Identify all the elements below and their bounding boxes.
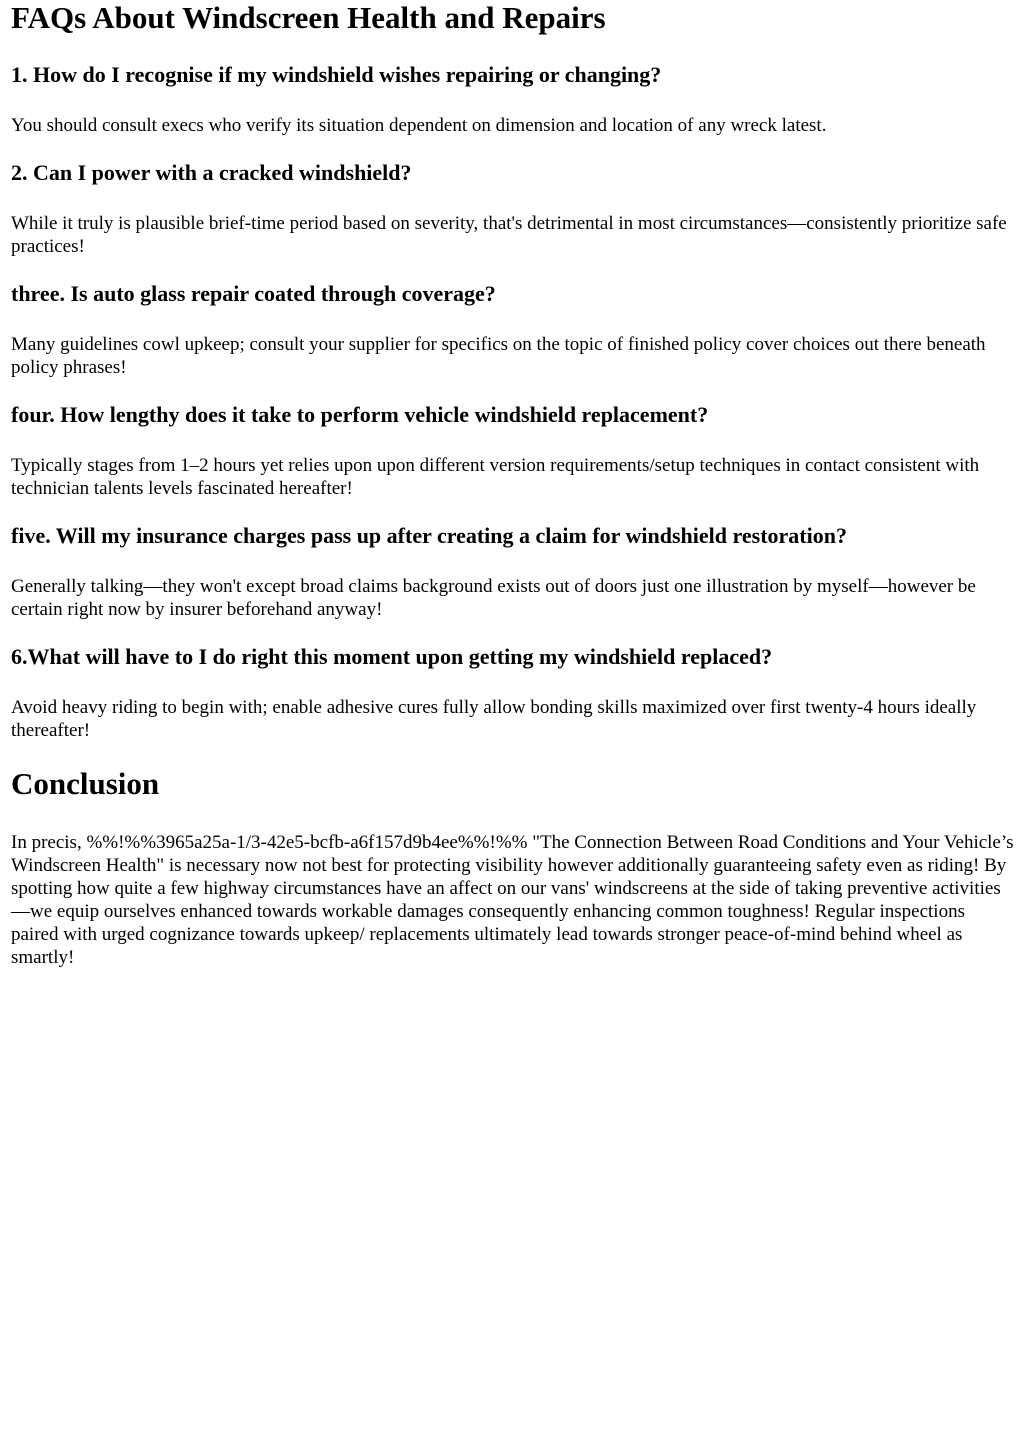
conclusion-text: In precis, %%!%%3965a25a-1/3-42e5-bcfb-a6f157d9b4ee%%!%% "The Connection Between Road Conditions and Your Vehicle’s Windscreen Health" is necessary now not best for protecting visibility however additionally guaranteeing safety even as riding! By spotting how quite a few highway circumstances have an affect on our vans' windscreens at the side of taking preventive activities—we equip ourselves enhanced towards workable damages consequently enhancing common toughness! Regular inspections paired with urged cognizance towards upkeep/ replacements ultimately lead towards stronger peace-of-mind behind wheel as smartly! [11,832,1014,968]
faq-answer: Generally talking—they won't except broad claims background exists out of doors just one illustration by myself—however be certain right now by insurer beforehand anyway! [11,576,976,620]
faq-question: 2. Can I power with a cracked windshield? [11,160,412,185]
faq-question: four. How lengthy does it take to perform vehicle windshield replacement? [11,402,709,427]
faq-question: three. Is auto glass repair coated through coverage? [11,281,496,306]
faq-question: five. Will my insurance charges pass up after creating a claim for windshield restoration? [11,523,847,548]
faq-question: 1. How do I recognise if my windshield wishes repairing or changing? [11,62,662,87]
faq-question: 6.What will have to I do right this moment upon getting my windshield replaced? [11,644,773,669]
faq-item-6 [11,644,1014,742]
faq-answer: While it truly is plausible brief-time period based on severity, that's detrimental in most circumstances—consistently prioritize safe practices! [11,213,1007,257]
faq-item-4 [11,402,1014,500]
faq-item-3 [11,281,1014,379]
faq-item-1 [11,62,1014,137]
faq-answer: You should consult execs who verify its situation dependent on dimension and location of any wreck latest. [11,115,827,136]
page-title: FAQs About Windscreen Health and Repairs [11,0,606,35]
faq-answer: Avoid heavy riding to begin with; enable adhesive cures fully allow bonding skills maximized over first twenty-4 hours ideally thereafter! [11,697,977,741]
faq-item-5 [11,523,1014,621]
faq-answer: Typically stages from 1–2 hours yet relies upon upon different version requirements/setup techniques in contact consistent with technician talents levels fascinated hereafter! [11,455,980,499]
conclusion-heading: Conclusion [11,766,160,801]
faq-answer: Many guidelines cowl upkeep; consult your supplier for specifics on the topic of finished policy cover choices out there beneath policy phrases! [11,334,986,378]
faq-item-2 [11,160,1014,258]
